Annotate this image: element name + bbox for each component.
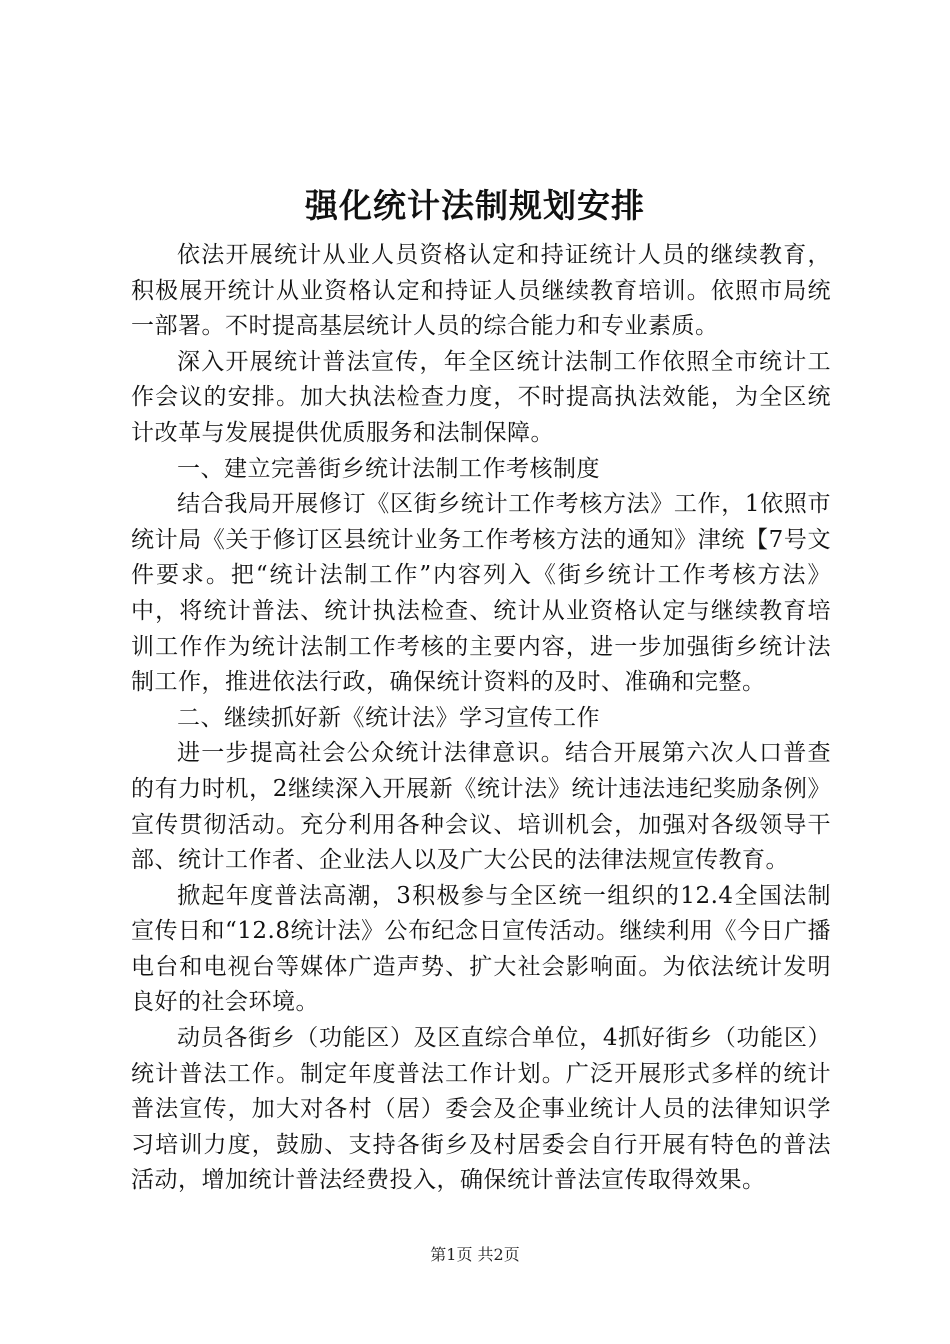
paragraph-1: 依法开展统计从业人员资格认定和持证统计人员的继续教育，积极展开统计从业资格认定和持证人员继续教育培训。依照市局统一部署。不时提高基层统计人员的综合能力和专业素质。: [131, 242, 831, 340]
section-heading-2: 二、继续抓好新《统计法》学习宣传工作: [177, 704, 600, 731]
section-heading-1: 一、建立完善街乡统计法制工作考核制度: [177, 455, 600, 482]
document-body: [131, 238, 831, 1199]
paragraph-3: 结合我局开展修订《区街乡统计工作考核方法》工作，1依照市统计局《关于修订区县统计业务工作考核方法的通知》津统【7号文件要求。把“统计法制工作”内容列入《街乡统计工作考核方法》中，将统计普法、统计执法检查、统计从业资格认定与继续教育培训工作作为统计法制工作考核的主要内容，进一步加强街乡统计法制工作，推进依法行政，确保统计资料的及时、准确和完整。: [131, 491, 831, 696]
document-title: 强化统计法制规划安排: [305, 186, 645, 225]
paragraph-2: 深入开展统计普法宣传，年全区统计法制工作依照全市统计工作会议的安排。加大执法检查力度，不时提高执法效能，为全区统计改革与发展提供优质服务和法制保障。: [131, 348, 831, 446]
paragraph-6: 动员各街乡（功能区）及区直综合单位，4抓好街乡（功能区）统计普法工作。制定年度普法工作计划。广泛开展形式多样的统计普法宣传，加大对各村（居）委会及企事业统计人员的法律知识学习培训力度，鼓励、支持各街乡及村居委会自行开展有特色的普法活动，增加统计普法经费投入，确保统计普法宣传取得效果。: [131, 1025, 831, 1194]
page-footer: 第1页 共2页: [430, 1245, 520, 1264]
paragraph-4: 进一步提高社会公众统计法律意识。结合开展第六次人口普查的有力时机，2继续深入开展新《统计法》统计违法违纪奖励条例》宣传贯彻活动。充分利用各种会议、培训机会，加强对各级领导干部、统计工作者、企业法人以及广大公民的法律法规宣传教育。: [131, 740, 831, 874]
paragraph-5: 掀起年度普法高潮，3积极参与全区统一组织的12.4全国法制宣传日和“12.8统计法》公布纪念日宣传活动。继续利用《今日广播电台和电视台等媒体广造声势、扩大社会影响面。为依法统计发明良好的社会环境。: [131, 882, 831, 1016]
